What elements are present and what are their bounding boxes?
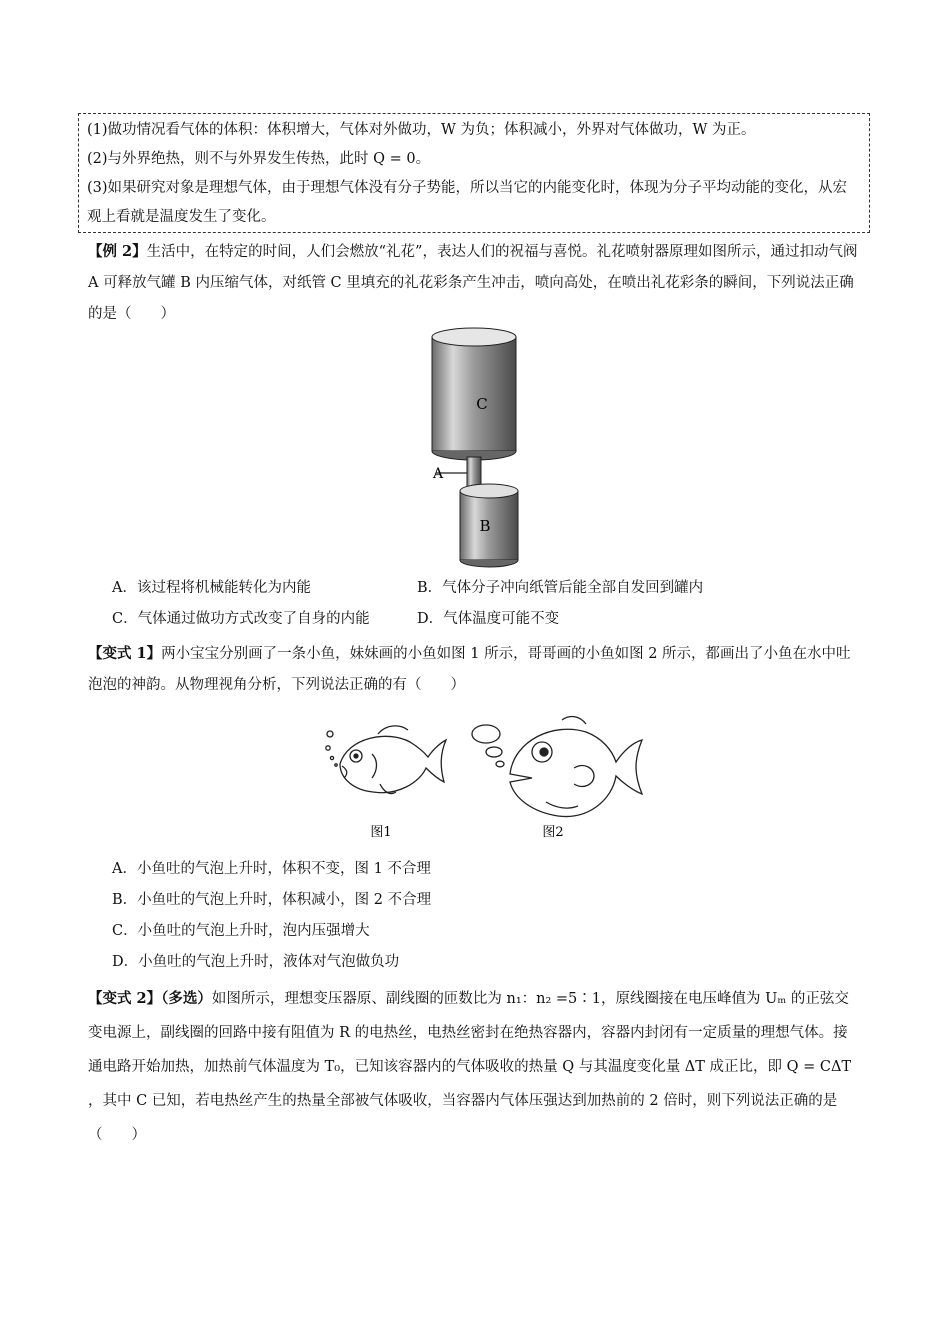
example-2-question (88, 236, 858, 330)
variant-1-tag: 【变式 1】 (88, 645, 162, 662)
variant-2-question (88, 982, 858, 1152)
example-2-option-b: B．气体分子冲向纸管后能全部自发回到罐内 (417, 580, 704, 596)
example-2-option-a: A．该过程将机械能转化为内能 (112, 580, 311, 596)
variant-2-stem: 如图所示，理想变压器原、副线圈的匝数比为 n₁：n₂ =5∶1，原线圈接在电压峰值为 Uₘ 的正弦交变电源上，副线圈的回路中接有阻值为 R 的电热丝，电热丝密封在绝热容器内，容器内封闭有一定质量的理想气体。接通电路开始加热，加热前气体温度为 T₀，已知该容器内的气体吸收的热量 Q 与其温度变化量 ΔT 成正比，即 Q = CΔT ，其中 C 已知，若电热丝产生的热量全部被气体吸收，当容器内气体压强达到加热前的 2 倍时，则下列说法正确的是（ ） (88, 991, 852, 1143)
variant-2-tag: 【变式 2】 (88, 990, 162, 1007)
note-3: (3)如果研究对象是理想气体，由于理想气体没有分子势能，所以当它的内能变化时，体现为分子平均动能的变化，从宏观上看就是温度发生了变化。 (87, 180, 848, 225)
example-2-stem: 生活中，在特定的时间，人们会燃放“礼花”，表达人们的祝福与喜悦。礼花喷射器原理如图所示，通过扣动气阀 A 可释放气罐 B 内压缩气体，对纸管 C 里填充的礼花彩条产生冲击，喷向高处，在喷出礼花彩条的瞬间，下列说法正确的是（ ） (88, 244, 858, 322)
note-2: (2)与外界绝热，则不与外界发生传热，此时 Q = 0。 (87, 151, 431, 167)
fig-2-label: 图2 (542, 825, 564, 840)
label-a: A (432, 466, 444, 482)
label-c: C (476, 395, 488, 413)
example-2-option-d: D．气体温度可能不变 (417, 611, 560, 627)
variant-2-multi: （多选） (161, 990, 212, 1007)
variant-1-stem: 两小宝宝分别画了一条小鱼，妹妹画的小鱼如图 1 所示，哥哥画的小鱼如图 2 所示，都画出了小鱼在水中吐泡泡的神韵。从物理视角分析，下列说法正确的有（ ） (88, 646, 851, 693)
note-1: (1)做功情况看气体的体积：体积增大，气体对外做功，W 为负；体积减小，外界对气体做功，W 为正。 (87, 122, 756, 138)
launcher-figure (420, 325, 540, 570)
variant-1-option-d: D．小鱼吐的气泡上升时，液体对气泡做负功 (112, 954, 400, 970)
fig-1-label: 图1 (370, 825, 392, 840)
example-2-option-c: C．气体通过做功方式改变了自身的内能 (112, 611, 370, 627)
example-2-tag: 【例 2】 (88, 243, 147, 260)
variant-1-option-b: B．小鱼吐的气泡上升时，体积减小，图 2 不合理 (112, 892, 432, 908)
summary-note-box (78, 113, 870, 233)
label-b: B (479, 517, 491, 535)
variant-1-option-a: A．小鱼吐的气泡上升时，体积不变，图 1 不合理 (112, 861, 431, 877)
variant-1-question (88, 638, 858, 701)
fish-figure (318, 712, 648, 847)
variant-1-option-c: C．小鱼吐的气泡上升时，泡内压强增大 (112, 923, 370, 939)
